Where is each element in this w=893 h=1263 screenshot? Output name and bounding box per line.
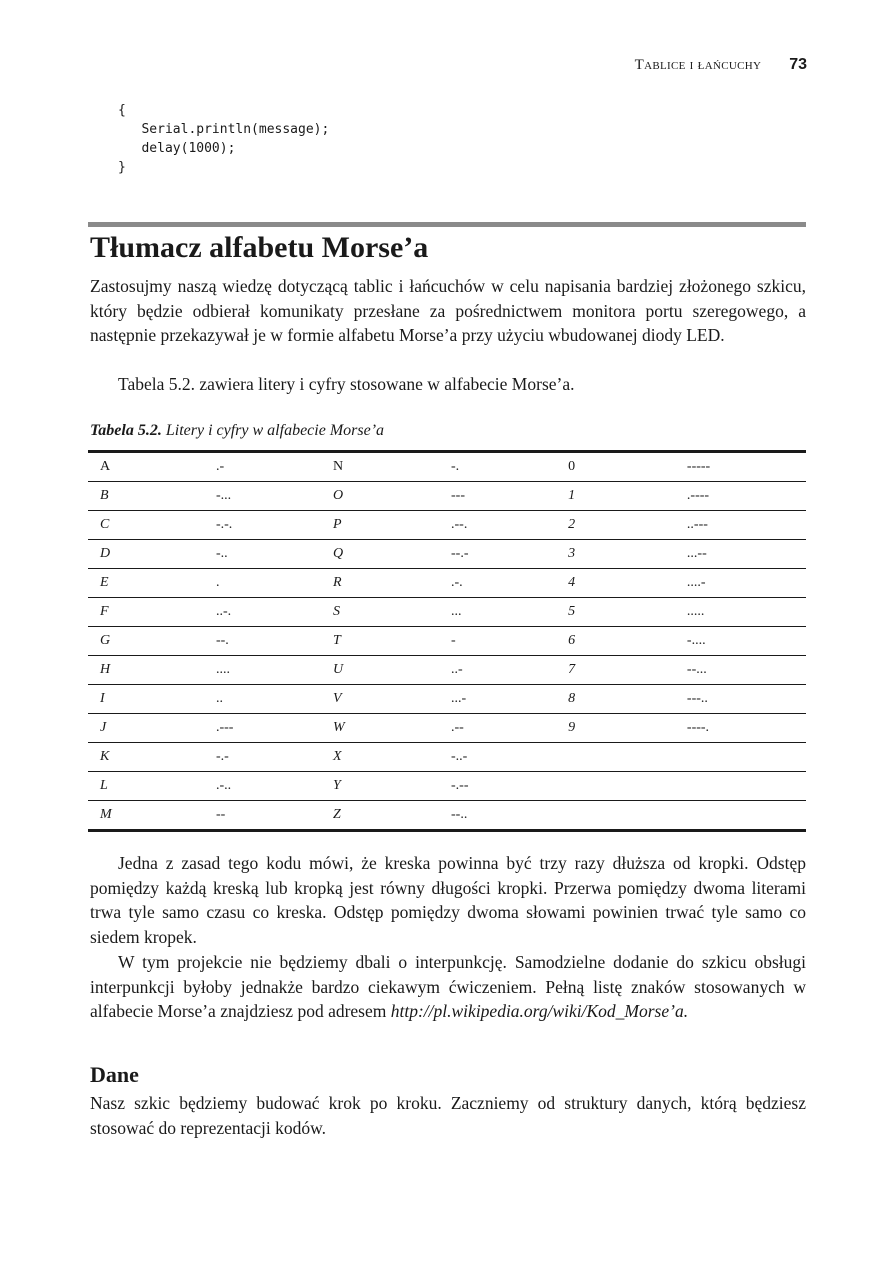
table-cell-code: .--. [451,511,568,540]
running-header [635,56,807,74]
table-cell-symbol: N [333,452,451,482]
table-cell-symbol: 6 [568,627,687,656]
table-cell-code [687,772,806,801]
rules-paragraph: Jedna z zasad tego kodu mówi, że kreska powinna być trzy razy dłuższa od kropki. Odstęp pomiędzy każdą kreską lub kropką jest równy długości kropki. Przerwa pomiędzy dwoma literami trwa tyle samo czasu co kreska. Odstęp pomiędzy dwoma słowami powinien trwać tyle samo co siedem kropek. [90,853,806,947]
table-row [88,685,806,714]
table-cell-symbol: Z [333,807,341,822]
table-cell-symbol [568,772,687,801]
table-cell-symbol: 7 [568,656,687,685]
table-cell-code: -.-- [451,772,568,801]
table-cell-symbol: 4 [568,569,687,598]
table-cell-code: -... [216,482,333,511]
table-cell-code: .---- [687,482,806,511]
table-cell-symbol: 3 [568,540,687,569]
table-cell-symbol: T [333,627,451,656]
table-cell-symbol: R [333,569,451,598]
table-cell-symbol: U [333,656,451,685]
table-row [88,714,806,743]
table-cell-code: ----. [687,714,806,743]
subsection-title: Dane [90,1062,139,1087]
table-cell-code: -.- [216,743,333,772]
table-cell-symbol: 9 [568,714,687,743]
table-row [88,743,806,772]
table-cell-code: -.. [216,540,333,569]
table-cell-code: ..- [451,656,568,685]
table-cell-symbol: O [333,482,451,511]
table-row [88,482,806,511]
table-cell-code: --.- [451,540,568,569]
punctuation-paragraph [90,950,806,1024]
page-number: 73 [789,56,807,73]
table-cell-symbol: 0 [568,452,687,482]
table-cell-code: ..... [687,598,806,627]
table-cell-symbol: C [88,511,216,540]
table-cell-symbol: K [88,743,216,772]
table-cell-code [687,743,806,772]
table-cell-code: .... [216,656,333,685]
code-line: delay(1000); [118,141,236,156]
table-cell-code: .--- [216,714,333,743]
table-cell-symbol [568,743,687,772]
table-cell-code: ...-- [687,540,806,569]
table-cell-code: .. [216,685,333,714]
table-cell-code: . [216,569,333,598]
table-cell-code: -.... [687,627,806,656]
table-cell-code: -. [451,452,568,482]
table-cell-code: ... [451,598,568,627]
table-cell-symbol: D [88,540,216,569]
table-caption [90,422,384,440]
table-cell-symbol: 8 [568,685,687,714]
table-cell-symbol: F [88,598,216,627]
table-cell-code: ---.. [687,685,806,714]
punctuation-text: W tym projekcie nie będziemy dbali o interpunkcję. Samodzielne dodanie do szkicu obsługi interpunkcji byłoby jednakże bardzo ciekawym ćwiczeniem. Pełną listę znaków stosowanych w alfabecie Morse’a znajdziesz pod adresem [90,952,806,1021]
table-cell-code: ..-. [216,598,333,627]
table-cell-code: --.. [451,807,468,822]
table-cell-code: .- [216,452,333,482]
table-row [88,452,806,482]
table-cell-symbol: G [88,627,216,656]
table-cell-symbol: 2 [568,511,687,540]
section-title: Tłumacz alfabetu Morse’a [90,231,429,264]
table-cell-symbol: E [88,569,216,598]
table-cell-code: ..--- [687,511,806,540]
table-cell-symbol: A [88,452,216,482]
table-cell-symbol: W [333,714,451,743]
table-cell-symbol: Q [333,540,451,569]
table-cell-code: - [451,627,568,656]
table-cell-code: --. [216,627,333,656]
table-row [88,656,806,685]
table-caption-label: Tabela 5.2. [90,422,162,439]
morse-table [88,450,806,832]
subsection-paragraph: Nasz szkic będziemy budować krok po kroku. Zaczniemy od struktury danych, którą będziesz stosować do reprezentacji kodów. [90,1093,806,1138]
code-line: Serial.println(message); [118,122,330,137]
table-cell-code: .-. [451,569,568,598]
code-block [118,101,329,177]
wikipedia-link[interactable]: http://pl.wikipedia.org/wiki/Kod_Morse’a. [390,1001,689,1021]
running-title: Tablice i łańcuchy [634,57,762,73]
table-cell-symbol: 5 [568,598,687,627]
table-cell-symbol: B [88,482,216,511]
table-row [88,772,806,801]
table-cell-code: ....- [687,569,806,598]
table-cell-code: -.-. [216,511,333,540]
table-row [88,511,806,540]
table-reference-paragraph: Tabela 5.2. zawiera litery i cyfry stosowane w alfabecie Morse’a. [118,374,575,394]
table-cell-symbol: V [333,685,451,714]
table-cell-symbol: M [100,807,112,822]
table-cell-code: --... [687,656,806,685]
table-cell-symbol [568,801,687,831]
table-row [88,627,806,656]
table-cell-code [687,801,806,831]
table-cell-code: .-.. [216,772,333,801]
table-cell-code: -- [215,807,226,822]
table-cell-symbol: P [333,511,451,540]
table-cell-symbol: H [88,656,216,685]
table-cell-code: -..- [451,743,568,772]
intro-paragraph: Zastosujmy naszą wiedzę dotyczącą tablic i łańcuchów w celu napisania bardziej złożonego szkicu, który będzie odbierał komunikaty przesłane za pośrednictwem monitora portu szeregowego, a następnie przekazywał je w formie alfabetu Morse’a przy użyciu wbudowanej diody LED. [90,276,806,345]
table-cell-symbol: J [88,714,216,743]
table-cell-symbol: S [333,598,451,627]
table-row [88,540,806,569]
table-cell-code: ----- [687,452,806,482]
table-cell-code: .-- [451,714,568,743]
table-row [88,801,806,831]
table-cell-symbol: X [333,743,451,772]
table-cell-symbol: Y [333,772,451,801]
table-cell-symbol: 1 [568,482,687,511]
code-line: { [118,103,126,118]
table-cell-code: --- [451,482,568,511]
table-cell-symbol: I [88,685,216,714]
table-row [88,598,806,627]
table-caption-text: Litery i cyfry w alfabecie Morse’a [165,422,385,439]
code-line: } [118,160,126,175]
table-cell-symbol: L [88,772,216,801]
table-row [88,569,806,598]
table-cell-code: ...- [451,685,568,714]
